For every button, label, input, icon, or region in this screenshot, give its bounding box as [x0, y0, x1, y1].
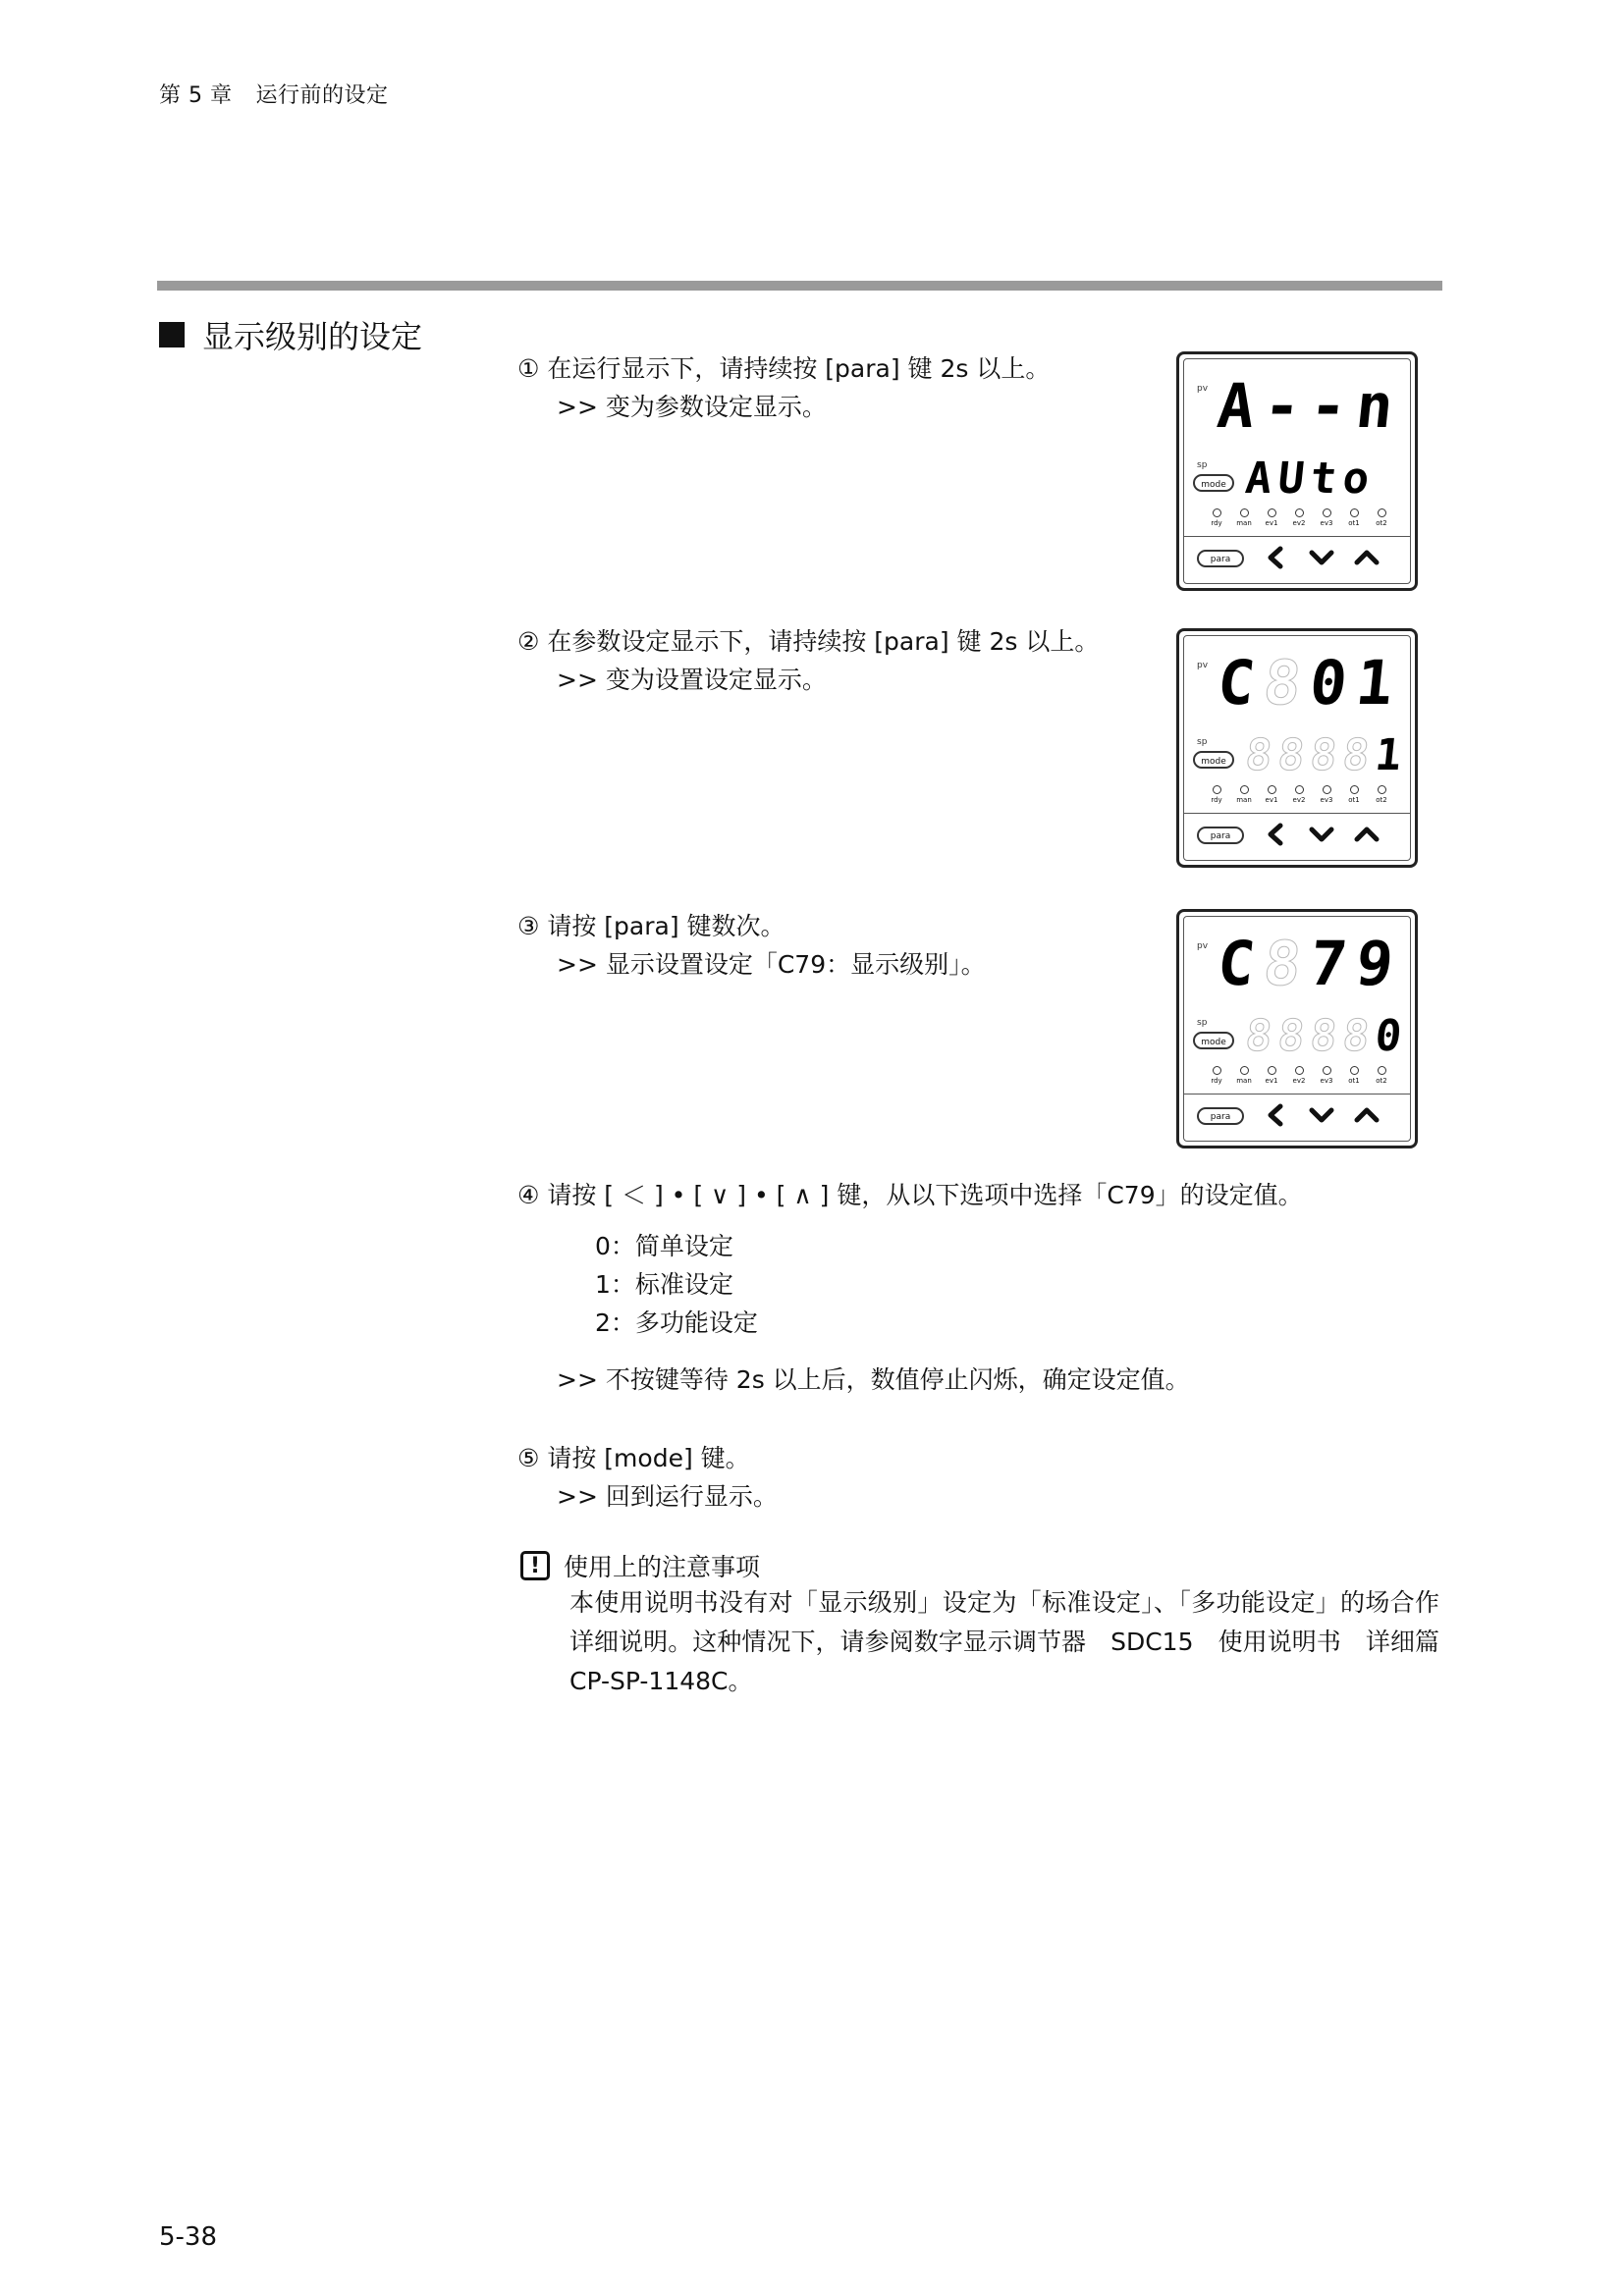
down-key-icon[interactable] — [1305, 1098, 1338, 1132]
option-item: 1：标准设定 — [595, 1270, 733, 1299]
arrow-keys — [1260, 541, 1383, 574]
pv-label: pv — [1197, 941, 1209, 951]
sp-label: sp — [1197, 737, 1208, 747]
led-dot-icon — [1268, 508, 1276, 517]
section-title: 显示级别的设定 — [202, 318, 423, 355]
step-4 — [517, 1176, 1303, 1214]
status-leds — [1209, 508, 1389, 527]
sp-digit: 8 — [1308, 730, 1339, 780]
led-dot-icon — [1268, 1066, 1276, 1075]
pv-digit: 7 — [1306, 928, 1351, 999]
mode-button[interactable]: mode — [1193, 474, 1234, 492]
sp-digit: 8 — [1340, 1011, 1372, 1061]
panel-divider — [1183, 536, 1411, 537]
led-label: man — [1236, 519, 1252, 527]
page-number: 5-38 — [159, 2222, 218, 2252]
pv-label: pv — [1197, 384, 1209, 394]
status-led — [1236, 1066, 1252, 1085]
step-2-result: >> 变为设置设定显示。 — [557, 666, 827, 694]
arrow-keys — [1260, 1098, 1383, 1132]
step-1 — [517, 349, 1050, 426]
status-leds — [1209, 1066, 1389, 1085]
status-led — [1346, 1066, 1362, 1085]
led-dot-icon — [1240, 508, 1249, 517]
led-dot-icon — [1350, 1066, 1359, 1075]
pv-digit: - — [1260, 370, 1305, 442]
up-key-icon[interactable] — [1350, 541, 1383, 574]
section-rule — [157, 281, 1442, 291]
led-dot-icon — [1213, 785, 1221, 794]
pv-digit: 9 — [1352, 928, 1397, 999]
status-led — [1319, 508, 1334, 527]
down-key-icon[interactable] — [1305, 541, 1338, 574]
led-dot-icon — [1323, 785, 1331, 794]
pv-digit: C — [1214, 647, 1259, 719]
step-3-result: >> 显示设置设定「C79：显示级别」。 — [557, 950, 986, 979]
step-5-result: >> 回到运行显示。 — [557, 1482, 778, 1511]
controller-panel-3 — [1176, 909, 1418, 1148]
caution-icon: ! — [520, 1551, 550, 1580]
status-leds — [1209, 785, 1389, 804]
panel-divider — [1183, 1094, 1411, 1095]
panel-divider — [1183, 813, 1411, 814]
pv-label: pv — [1197, 661, 1209, 670]
status-led — [1209, 1066, 1224, 1085]
led-label: ot2 — [1376, 1077, 1387, 1085]
led-dot-icon — [1295, 1066, 1304, 1075]
led-label: rdy — [1211, 796, 1222, 804]
step-3 — [517, 907, 986, 984]
arrow-keys — [1260, 818, 1383, 851]
down-key-icon[interactable] — [1305, 818, 1338, 851]
led-label: ot1 — [1348, 1077, 1360, 1085]
pv-display — [1214, 370, 1397, 442]
sp-digit: o — [1340, 454, 1372, 504]
led-label: ev2 — [1292, 519, 1306, 527]
option-item: 2：多功能设定 — [595, 1308, 758, 1337]
led-dot-icon — [1378, 1066, 1386, 1075]
led-dot-icon — [1378, 785, 1386, 794]
controller-panel-2 — [1176, 628, 1418, 868]
status-led — [1264, 508, 1279, 527]
status-led — [1291, 508, 1307, 527]
pv-digit: 8 — [1260, 928, 1305, 999]
mode-button[interactable]: mode — [1193, 751, 1234, 769]
sp-digit: t — [1308, 454, 1339, 504]
chapter-number: 第 5 章 — [159, 83, 233, 108]
led-dot-icon — [1240, 1066, 1249, 1075]
status-led — [1209, 785, 1224, 804]
led-label: ev1 — [1265, 519, 1278, 527]
left-key-icon[interactable] — [1260, 1098, 1293, 1132]
led-label: ot2 — [1376, 519, 1387, 527]
pv-display — [1214, 928, 1397, 999]
led-label: ot1 — [1348, 796, 1360, 804]
status-led — [1236, 508, 1252, 527]
step-4-line: ④ 请按 [ ＜ ] • [ ∨ ] • [ ∧ ] 键，从以下选项中选择「C79」的设定值。 — [517, 1181, 1303, 1209]
status-led — [1291, 785, 1307, 804]
pv-display — [1214, 647, 1397, 719]
led-label: ev1 — [1265, 796, 1278, 804]
status-led — [1374, 785, 1389, 804]
led-label: ev3 — [1320, 519, 1333, 527]
status-led — [1236, 785, 1252, 804]
sp-display — [1244, 732, 1403, 779]
sp-digit: A — [1243, 454, 1274, 504]
section-heading — [159, 312, 422, 357]
status-led — [1374, 1066, 1389, 1085]
controller-panel-1 — [1176, 351, 1418, 591]
sp-digit: 8 — [1275, 730, 1307, 780]
para-button[interactable]: para — [1197, 550, 1244, 567]
sp-digit: 8 — [1243, 730, 1274, 780]
led-dot-icon — [1378, 508, 1386, 517]
sp-label: sp — [1197, 1018, 1208, 1028]
status-led — [1264, 785, 1279, 804]
led-label: man — [1236, 796, 1252, 804]
sp-label: sp — [1197, 460, 1208, 470]
pv-digit: 0 — [1306, 647, 1351, 719]
pv-digit: A — [1214, 370, 1259, 442]
status-led — [1346, 785, 1362, 804]
step-2 — [517, 622, 1099, 699]
step-3-line: ③ 请按 [para] 键数次。 — [517, 912, 785, 940]
para-button[interactable]: para — [1197, 827, 1244, 844]
options-list — [595, 1227, 758, 1342]
led-label: rdy — [1211, 519, 1222, 527]
left-key-icon[interactable] — [1260, 541, 1293, 574]
led-label: ev3 — [1320, 1077, 1333, 1085]
step-1-line: ① 在运行显示下，请持续按 [para] 键 2s 以上。 — [517, 354, 1051, 383]
chapter-title: 运行前的设定 — [255, 83, 389, 108]
led-dot-icon — [1323, 1066, 1331, 1075]
option-item: 0：简单设定 — [595, 1232, 733, 1260]
sp-digit: 8 — [1243, 1011, 1274, 1061]
pv-digit: - — [1306, 370, 1351, 442]
square-bullet-icon — [159, 322, 185, 347]
step-5-line: ⑤ 请按 [mode] 键。 — [517, 1444, 750, 1472]
mode-button[interactable]: mode — [1193, 1032, 1234, 1049]
para-button[interactable]: para — [1197, 1107, 1244, 1125]
pv-digit: C — [1214, 928, 1259, 999]
status-led — [1319, 1066, 1334, 1085]
sp-digit: 8 — [1308, 1011, 1339, 1061]
status-led — [1374, 508, 1389, 527]
left-key-icon[interactable] — [1260, 818, 1293, 851]
status-led — [1209, 508, 1224, 527]
step-5 — [517, 1439, 778, 1516]
pv-digit: 8 — [1260, 647, 1305, 719]
up-key-icon[interactable] — [1350, 818, 1383, 851]
led-label: rdy — [1211, 1077, 1222, 1085]
sp-digit: 0 — [1373, 1011, 1404, 1061]
step-4-result: >> 不按键等待 2s 以上后，数值停止闪烁，确定设定值。 — [557, 1365, 1190, 1394]
status-led — [1291, 1066, 1307, 1085]
led-label: ot1 — [1348, 519, 1360, 527]
led-label: ev2 — [1292, 1077, 1306, 1085]
sp-display — [1244, 455, 1371, 503]
led-dot-icon — [1213, 1066, 1221, 1075]
step-2-line: ② 在参数设定显示下，请持续按 [para] 键 2s 以上。 — [517, 627, 1100, 656]
sp-digit: U — [1275, 454, 1307, 504]
led-label: man — [1236, 1077, 1252, 1085]
caution-title: 使用上的注意事项 — [564, 1553, 761, 1581]
caution-body: 本使用说明书没有对「显示级别」设定为「标准设定」、「多功能设定」的场合作详细说明。这种情况下，请参阅数字显示调节器 SDC15 使用说明书 详细篇 CP-SP-1148C。 — [569, 1588, 1465, 1695]
led-label: ot2 — [1376, 796, 1387, 804]
led-label: ev1 — [1265, 1077, 1278, 1085]
caution-box — [520, 1548, 1465, 1701]
sp-digit: 1 — [1373, 730, 1404, 780]
sp-digit: 8 — [1275, 1011, 1307, 1061]
led-dot-icon — [1350, 508, 1359, 517]
status-led — [1264, 1066, 1279, 1085]
led-dot-icon — [1268, 785, 1276, 794]
sp-digit: 8 — [1340, 730, 1372, 780]
led-label: ev3 — [1320, 796, 1333, 804]
step-1-result: >> 变为参数设定显示。 — [557, 393, 827, 421]
led-label: ev2 — [1292, 796, 1306, 804]
led-dot-icon — [1323, 508, 1331, 517]
status-led — [1346, 508, 1362, 527]
pv-digit: n — [1352, 370, 1397, 442]
led-dot-icon — [1240, 785, 1249, 794]
pv-digit: 1 — [1352, 647, 1397, 719]
led-dot-icon — [1295, 508, 1304, 517]
led-dot-icon — [1295, 785, 1304, 794]
sp-display — [1244, 1013, 1403, 1060]
up-key-icon[interactable] — [1350, 1098, 1383, 1132]
led-dot-icon — [1350, 785, 1359, 794]
led-dot-icon — [1213, 508, 1221, 517]
chapter-header — [159, 79, 389, 109]
status-led — [1319, 785, 1334, 804]
